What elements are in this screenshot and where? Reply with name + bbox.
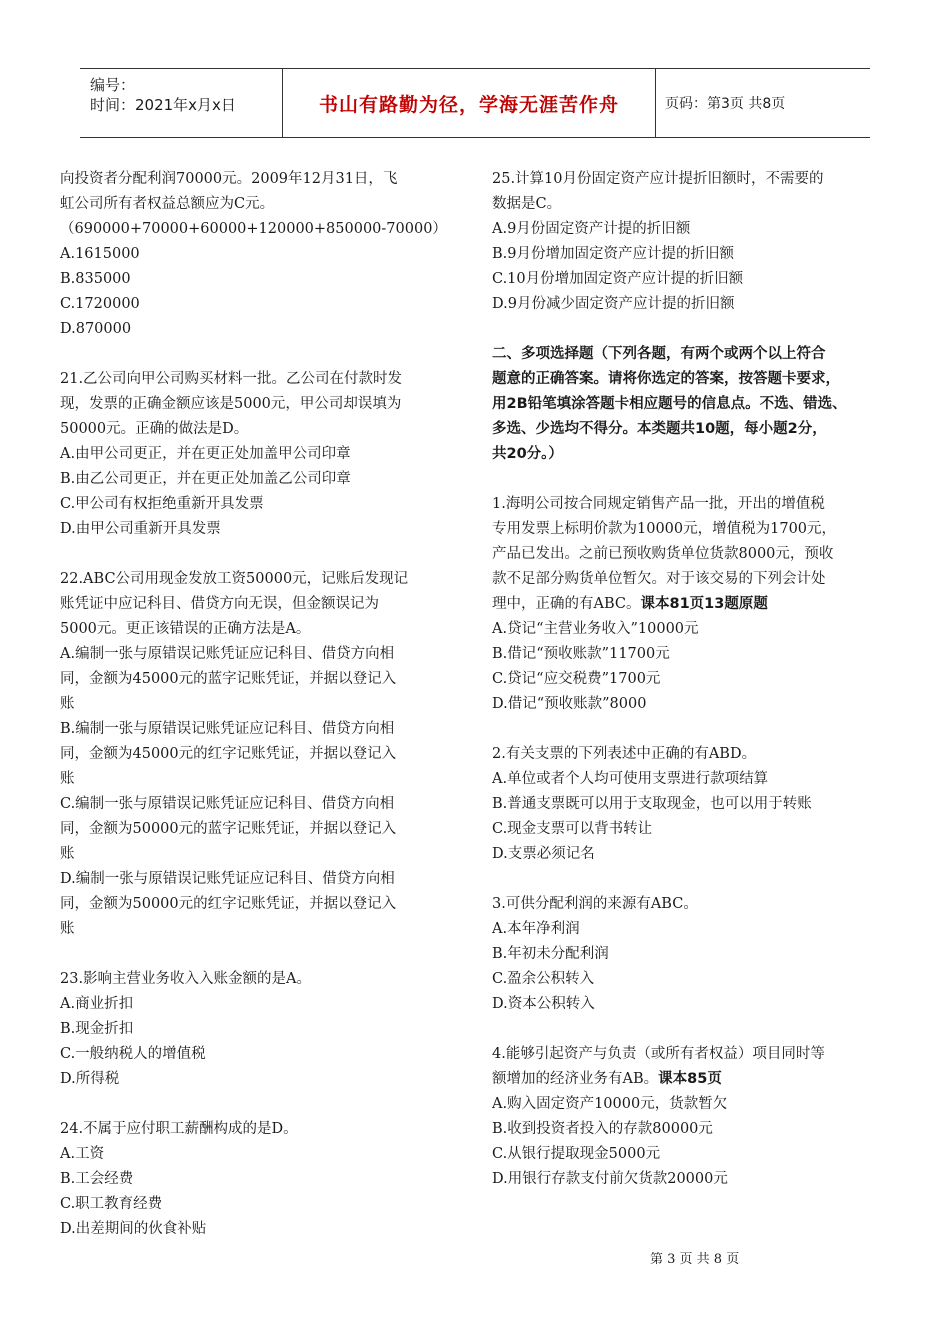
question-line [492,1067,897,1092]
answer-option: 同，金额为45000元的红字记账凭证，并据以登记入 [60,746,397,762]
question-21 [60,367,460,542]
page-footer: 第 3 页 共 8 页 [650,1252,740,1267]
header-page-label: 页码：第3页 共8页 [665,96,786,112]
question-line-text: 理中，正确的有ABC。 [492,596,641,612]
answer-option: B.编制一张与原错误记账凭证应记科目、借贷方向相 [60,721,395,737]
answer-option: A.由甲公司更正，并在更正处加盖甲公司印章 [60,446,351,462]
question-line: 专用发票上标明价款为10000元，增值税为1700元， [492,521,837,537]
answer-option: D.借记“预收账款”8000 [492,696,647,712]
question-line: 产品已发出。之前已预收购货单位货款8000元，预收 [492,546,834,562]
question-line-text: 额增加的经济业务有AB。 [492,1071,659,1087]
question-20-tail [60,167,460,342]
question-line: 24.不属于应付职工薪酬构成的是D。 [60,1121,298,1137]
answer-option: 账 [60,696,75,712]
answer-option: D.870000 [60,321,132,337]
answer-option: B.普通支票既可以用于支取现金，也可以用于转账 [492,796,812,812]
question-line: 现，发票的正确金额应该是5000元，甲公司却误填为 [60,396,402,412]
question-line: 虹公司所有者权益总额应为C元。 [60,196,275,212]
time-label: 时间：2021年x月x日 [90,96,236,114]
answer-option: 账 [60,771,75,787]
multi-question-1 [492,492,897,717]
page-header [80,68,870,138]
answer-option: B.9月份增加固定资产应计提的折旧额 [492,246,734,262]
question-line: 25.计算10月份固定资产应计提折旧额时，不需要的 [492,171,824,187]
answer-option: A.商业折扣 [60,996,134,1012]
question-line: 4.能够引起资产与负责（或所有者权益）项目同时等 [492,1046,825,1062]
question-line: 账凭证中应记科目、借贷方向无误，但金额误记为 [60,596,379,612]
right-column [492,167,897,1217]
question-line: 二、多项选择题（下列各题，有两个或两个以上符合 [492,346,826,362]
question-line: 22.ABC公司用现金发放工资50000元，记账后发现记 [60,571,409,587]
question-line: 用2B铅笔填涂答题卡相应题号的信息点。不选、错选、 [492,396,847,412]
question-line: 2.有关支票的下列表述中正确的有ABD。 [492,746,757,762]
question-line: 向投资者分配利润70000元。2009年12月31日，飞 [60,171,398,187]
multi-question-3 [492,892,897,1017]
answer-option: D.出差期间的伙食补贴 [60,1221,207,1237]
header-meta [80,69,283,137]
answer-option: A.本年净利润 [492,921,580,937]
answer-option: C.从银行提取现金5000元 [492,1146,661,1162]
question-line: （690000+70000+60000+120000+850000-70000） [60,221,447,237]
answer-option: A.购入固定资产10000元，货款暂欠 [492,1096,728,1112]
question-line: 50000元。正确的做法是D。 [60,421,249,437]
answer-option: A.9月份固定资产计提的折旧额 [492,221,691,237]
question-24 [60,1117,460,1242]
answer-option: 同，金额为50000元的蓝字记账凭证，并据以登记入 [60,821,397,837]
answer-option: C.编制一张与原错误记账凭证应记科目、借贷方向相 [60,796,395,812]
question-line: 1.海明公司按合同规定销售产品一批，开出的增值税 [492,496,825,512]
answer-option: 账 [60,846,75,862]
answer-option: B.借记“预收账款”11700元 [492,646,670,662]
textbook-reference: 课本81页13题原题 [640,596,768,612]
answer-option: D.9月份减少固定资产应计提的折旧额 [492,296,735,312]
answer-option: C.职工教育经费 [60,1196,163,1212]
answer-option: C.1720000 [60,296,140,312]
multi-question-2 [492,742,897,867]
question-line: 21.乙公司向甲公司购买材料一批。乙公司在付款时发 [60,371,403,387]
question-line: 题意的正确答案。请将你选定的答案，按答题卡要求， [492,371,840,387]
answer-option: B.现金折扣 [60,1021,134,1037]
question-line: 数据是C。 [492,196,562,212]
answer-option: C.10月份增加固定资产应计提的折旧额 [492,271,744,287]
header-motto: 书山有路勤为径，学海无涯苦作舟 [283,69,656,137]
answer-option: D.编制一张与原错误记账凭证应记科目、借贷方向相 [60,871,395,887]
answer-option: 同，金额为50000元的红字记账凭证，并据以登记入 [60,896,397,912]
question-line: 款不足部分购货单位暂欠。对于该交易的下列会计处 [492,571,826,587]
multi-question-4 [492,1042,897,1192]
question-25 [492,167,897,317]
answer-option: D.由甲公司重新开具发票 [60,521,221,537]
answer-option: C.贷记“应交税费”1700元 [492,671,661,687]
answer-option: D.支票必须记名 [492,846,595,862]
textbook-reference: 课本85页 [658,1071,722,1087]
answer-option: A.1615000 [60,246,140,262]
answer-option: 账 [60,921,75,937]
answer-option: B.工会经费 [60,1171,134,1187]
answer-option: D.用银行存款支付前欠货款20000元 [492,1171,728,1187]
question-line: 共20分。） [492,446,563,462]
question-line: 5000元。更正该错误的正确方法是A。 [60,621,311,637]
answer-option: A.贷记“主营业务收入”10000元 [492,621,699,637]
answer-option: C.盈余公积转入 [492,971,595,987]
answer-option: A.编制一张与原错误记账凭证应记科目、借贷方向相 [60,646,395,662]
question-line [492,592,897,617]
question-23 [60,967,460,1092]
answer-option: B.年初未分配利润 [492,946,609,962]
serial-label: 编号： [90,76,136,94]
answer-option: B.收到投资者投入的存款80000元 [492,1121,713,1137]
answer-option: B.由乙公司更正，并在更正处加盖乙公司印章 [60,471,351,487]
answer-option: 同，金额为45000元的蓝字记账凭证，并据以登记入 [60,671,397,687]
question-line: 多选、少选均不得分。本类题共10题，每小题2分， [492,421,827,437]
left-column [60,167,460,1267]
answer-option: A.工资 [60,1146,105,1162]
question-line: 23.影响主营业务收入入账金额的是A。 [60,971,312,987]
answer-option: B.835000 [60,271,131,287]
section-multiple-choice-heading [492,342,897,467]
answer-option: C.现金支票可以背书转让 [492,821,653,837]
answer-option: D.资本公积转入 [492,996,595,1012]
answer-option: C.甲公司有权拒绝重新开具发票 [60,496,264,512]
question-22 [60,567,460,942]
answer-option: A.单位或者个人均可使用支票进行款项结算 [492,771,769,787]
question-line: 3.可供分配利润的来源有ABC。 [492,896,698,912]
answer-option: D.所得税 [60,1071,120,1087]
answer-option: C.一般纳税人的增值税 [60,1046,206,1062]
